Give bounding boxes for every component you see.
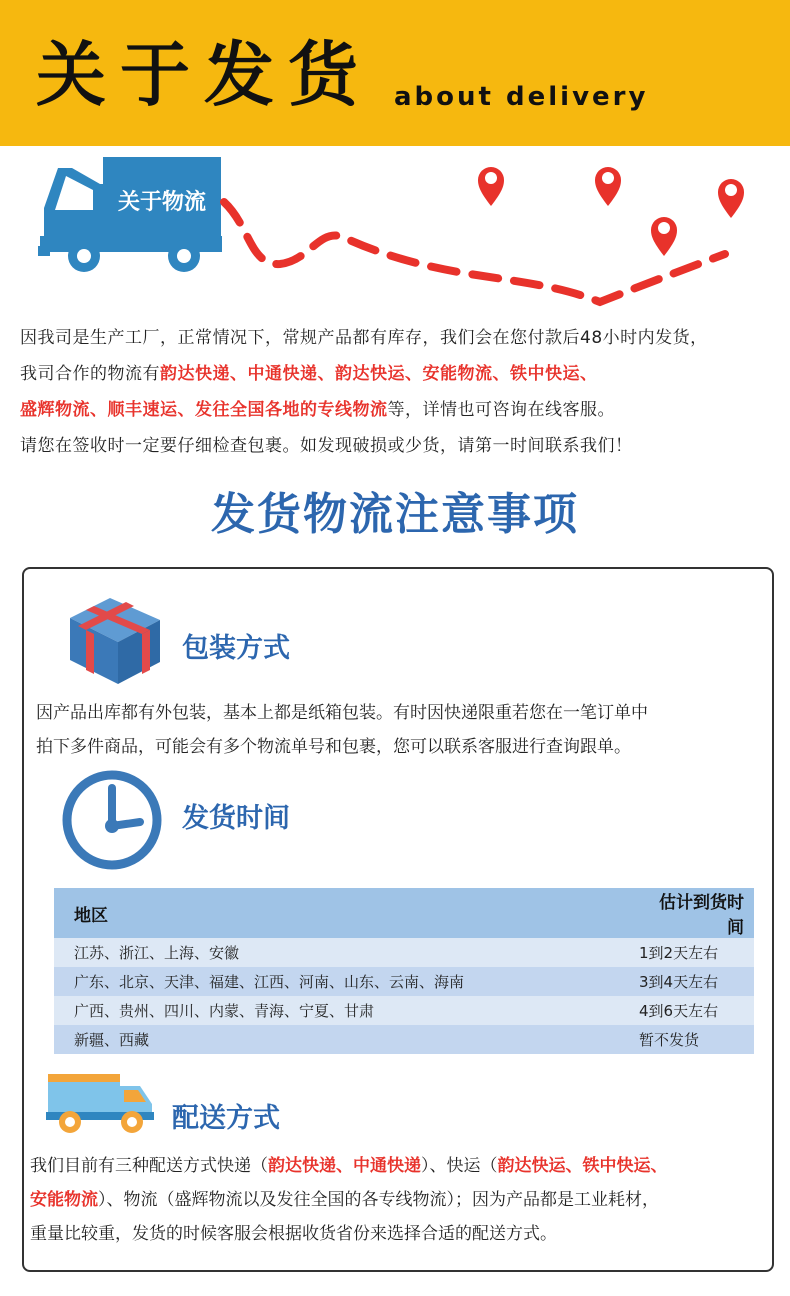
table-row (54, 938, 754, 967)
delivery-text-span: ）、物流（盛辉物流以及发往全国的各专线物流）；因为产品都是工业耗材， (98, 1190, 659, 1210)
delivery-line: 重量比较重，发货的时候客服会根据收货省份来选择合适的配送方式。 (30, 1224, 557, 1244)
page-subtitle: about delivery (394, 82, 649, 112)
intro-text-span: 我司合作的物流有 (20, 364, 160, 384)
delivery-truck-icon (38, 157, 222, 272)
delivery-text-span: ）、快运（ (421, 1156, 498, 1176)
packaging-text (36, 696, 648, 764)
notice-title: 发货物流注意事项 (211, 489, 579, 540)
packaging-line: 因产品出库都有外包装，基本上都是纸箱包装。有时因快递限重若您在一笔订单中 (36, 703, 648, 723)
carrier-list: 盛辉物流、顺丰速运、发往全国各地的专线物流 (20, 400, 388, 420)
column-header-time: 估计到货时间 (639, 888, 754, 938)
table-row (54, 996, 754, 1025)
map-pin-icon (651, 217, 677, 256)
intro-text-span: 等，详情也可咨询在线客服。 (387, 400, 615, 420)
delivery-text-span: 我们目前有三种配送方式快递（ (30, 1156, 268, 1176)
delivery-line (30, 1149, 774, 1183)
clock-icon (60, 768, 164, 872)
map-pin-icon (478, 167, 504, 206)
carrier-list: 韵达快递、中通快递、韵达快运、安能物流、铁中快运、 (160, 364, 598, 384)
column-header-region: 地区 (54, 888, 639, 938)
delivery-text (30, 1149, 774, 1251)
region-cell: 广东、北京、天津、福建、江西、河南、山东、云南、海南 (54, 967, 639, 996)
region-cell: 江苏、浙江、上海、安徽 (54, 938, 639, 967)
region-cell: 新疆、西藏 (54, 1025, 639, 1054)
page-title: 关于发货 (36, 34, 372, 116)
express-carriers: 韵达快递、中通快递 (268, 1156, 421, 1176)
delivery-title: 配送方式 (172, 1103, 280, 1134)
freight-carriers: 韵达快运、铁中快运、 (497, 1156, 668, 1176)
truck-label: 关于物流 (117, 190, 207, 215)
intro-line (20, 392, 780, 428)
table-header-row (54, 888, 754, 938)
logistics-illustration (0, 146, 790, 326)
table-row (54, 1025, 754, 1054)
time-cell: 4到6天左右 (639, 996, 754, 1025)
route-line (224, 202, 725, 302)
package-box-icon (60, 588, 166, 688)
intro-line: 因我司是生产工厂，正常情况下，常规产品都有库存，我们会在您付款后48小时内发货， (20, 328, 708, 348)
intro-text (20, 320, 780, 464)
packaging-title: 包装方式 (182, 633, 290, 664)
delivery-van-icon (46, 1070, 156, 1136)
time-cell: 暂不发货 (639, 1025, 754, 1054)
freight-carriers: 安能物流 (30, 1190, 98, 1210)
table-row (54, 967, 754, 996)
intro-line: 请您在签收时一定要仔细检查包裹。如发现破损或少货，请第一时间联系我们！ (20, 436, 633, 456)
header-banner (0, 0, 790, 146)
delivery-line (30, 1183, 774, 1217)
shipping-time-table (54, 888, 754, 1054)
region-cell: 广西、贵州、四川、内蒙、青海、宁夏、甘肃 (54, 996, 639, 1025)
map-pin-icon (595, 167, 621, 206)
time-cell: 1到2天左右 (639, 938, 754, 967)
shipping-time-title: 发货时间 (182, 803, 290, 834)
intro-line (20, 356, 780, 392)
map-pin-icon (718, 179, 744, 218)
packaging-line: 拍下多件商品，可能会有多个物流单号和包裹，您可以联系客服进行查询跟单。 (36, 737, 631, 757)
time-cell: 3到4天左右 (639, 967, 754, 996)
